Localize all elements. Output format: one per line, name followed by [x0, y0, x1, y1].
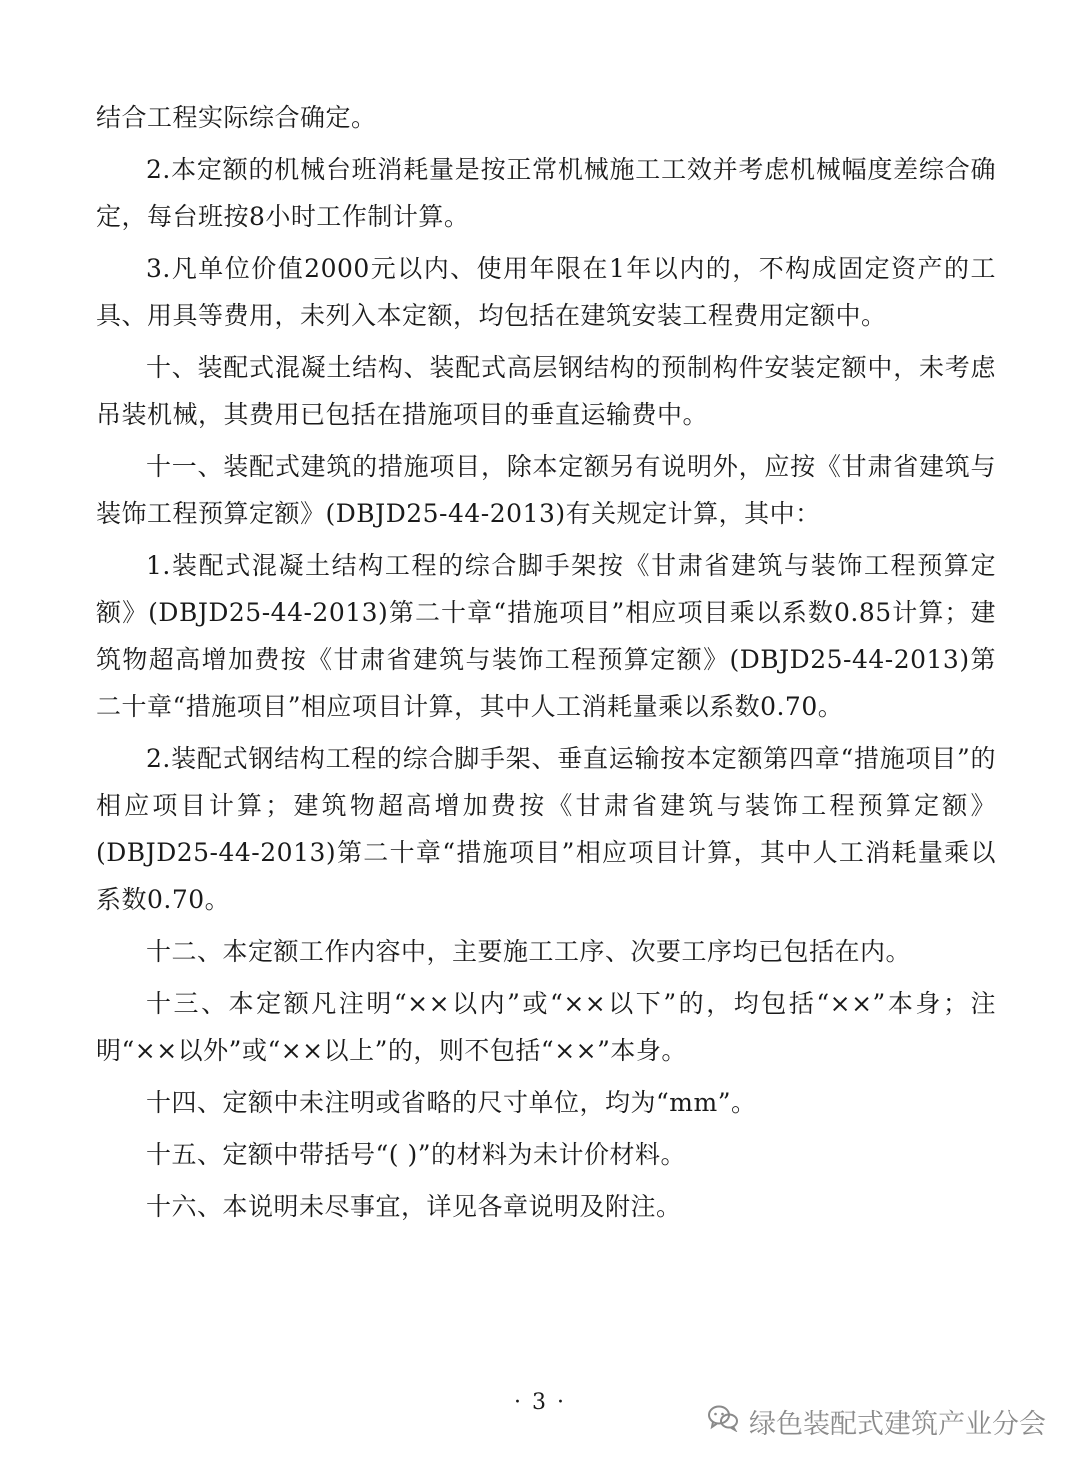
paragraph: 2.装配式钢结构工程的综合脚手架、垂直运输按本定额第四章“措施项目”的相应项目计算；建筑物超高增加费按《甘肃省建筑与装饰工程预算定额》(DBJD25-44-2013)第二十章“措施项目”相应项目计算，其中人工消耗量乘以系数0.70。 [96, 744, 996, 914]
watermark-text: 绿色装配式建筑产业分会 [749, 1409, 1046, 1440]
source-watermark [707, 1402, 1046, 1441]
paragraph: 3.凡单位价值2000元以内、使用年限在1年以内的，不构成固定资产的工具、用具等费用，未列入本定额，均包括在建筑安装工程费用定额中。 [96, 254, 996, 330]
page-number: · 3 · [514, 1390, 566, 1415]
paragraph: 十五、定额中带括号“( )”的材料为未计价材料。 [146, 1140, 687, 1169]
paragraph: 十、装配式混凝土结构、装配式高层钢结构的预制构件安装定额中，未考虑吊装机械，其费用已包括在措施项目的垂直运输费中。 [96, 353, 996, 429]
paragraph: 结合工程实际综合确定。 [96, 103, 377, 132]
paragraph: 十六、本说明未尽事宜，详见各章说明及附注。 [146, 1192, 682, 1221]
paragraph: 十一、装配式建筑的措施项目，除本定额另有说明外，应按《甘肃省建筑与装饰工程预算定额》(DBJD25-44-2013)有关规定计算，其中： [96, 452, 996, 528]
paragraph: 十三、本定额凡注明“××以内”或“××以下”的，均包括“××”本身；注明“××以外”或“××以上”的，则不包括“××”本身。 [96, 989, 996, 1065]
document-body [96, 94, 996, 1235]
paragraph: 十二、本定额工作内容中，主要施工工序、次要工序均已包括在内。 [146, 937, 912, 966]
wechat-icon [707, 1404, 739, 1439]
paragraph: 1.装配式混凝土结构工程的综合脚手架按《甘肃省建筑与装饰工程预算定额》(DBJD25-44-2013)第二十章“措施项目”相应项目乘以系数0.85计算；建筑物超高增加费按《甘肃省建筑与装饰工程预算定额》(DBJD25-44-2013)第二十章“措施项目”相应项目计算，其中人工消耗量乘以系数0.70。 [96, 551, 996, 721]
paragraph: 2.本定额的机械台班消耗量是按正常机械施工工效并考虑机械幅度差综合确定，每台班按8小时工作制计算。 [96, 155, 996, 231]
paragraph: 十四、定额中未注明或省略的尺寸单位，均为“mm”。 [146, 1088, 757, 1117]
